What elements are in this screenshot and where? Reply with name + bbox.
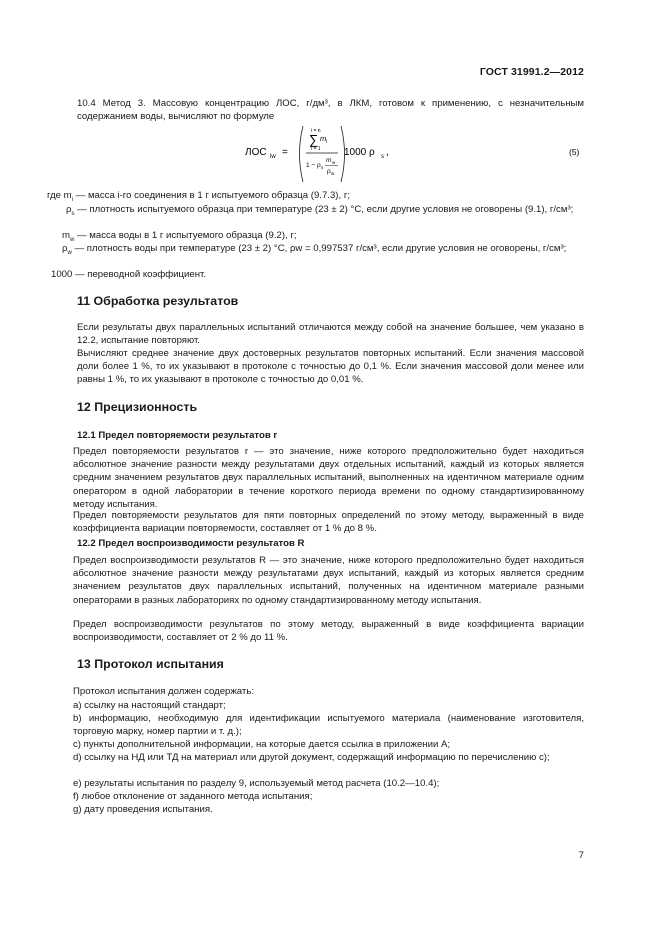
section-11-paragraph-1: Если результаты двух параллельных испытаний отличаются между собой на значение большее, чем указано в 12.2, испытание повторяют. xyxy=(77,322,584,347)
formula-multiplier: 1000 ρ xyxy=(344,147,375,158)
where-rho-s xyxy=(66,203,584,221)
where-text: — переводной коэффициент. xyxy=(75,269,207,280)
subsection-12-2-title: 12.2 Предел воспроизводимости результатов R xyxy=(77,538,305,549)
inner-denominator-sub: w xyxy=(331,171,335,176)
formula-5 xyxy=(245,124,585,184)
protocol-item-d: d) ссылку на НД или ТД на материал или другой документ, содержащий информацию по перечислению с); xyxy=(73,752,550,763)
document-code: ГОСТ 31991.2—2012 xyxy=(479,66,584,78)
where-symbol-sub: w xyxy=(67,249,72,256)
inner-numerator-sub: w xyxy=(332,160,336,165)
page-number: 7 xyxy=(578,850,584,861)
where-text: — масса воды в 1 г испытуемого образца (9.2), г; xyxy=(77,230,297,241)
formula-graphic xyxy=(245,124,585,184)
inner-denominator: ρ xyxy=(327,168,331,175)
where-symbol: где m xyxy=(47,190,72,201)
section-12-1-paragraph-1: Предел повторяемости результатов r — это значение, ниже которого предположительно будет находиться абсолютное значение разности между результатами двух отдельных испытаний, каждый из которых является средним значением результатов двух параллельных испытаний, выполненных на идентичном материале одним оператором в одной лаборатории в течение короткого периода времени по одному стандартизированному методу испытания. xyxy=(73,446,584,510)
section-11-paragraph-2: Вычисляют среднее значение двух достоверных результатов повторных испытаний. Если значения массовой доли более 1 %, то их указывают в протоколе с точностью до 0,1 %. Если значения массовой доли менее или равны 1 %, то их указывают в протоколе с точностью до 0,01 %. xyxy=(77,348,584,386)
formula-number: (5) xyxy=(569,147,580,157)
sum-variable-sub: i xyxy=(326,139,328,145)
section-13-title: 13 Протокол испытания xyxy=(77,657,224,671)
where-rho-w xyxy=(62,242,584,260)
where-text: — плотность испытуемого образца при температуре (23 ± 2) °С, если другие условия не оговорены (9.1), г/см³; xyxy=(77,204,574,215)
method-3-paragraph: 10.4 Метод 3. Массовую концентрацию ЛОС, г/дм³, в ЛКМ, готовом к применению, с незначительным содержанием воды, вычисляют по формуле xyxy=(77,98,584,123)
where-symbol: m xyxy=(62,230,70,241)
sum-sign: ∑ xyxy=(309,132,319,147)
protocol-item-g: g) дату проведения испытания. xyxy=(73,804,213,815)
left-bracket xyxy=(300,126,304,182)
sum-lower-limit: i = 1 xyxy=(311,146,321,152)
where-symbol-sub: s xyxy=(71,210,75,217)
protocol-item-f: f) любое отклонение от заданного метода испытания; xyxy=(73,791,313,802)
denominator-rho-s: ρ xyxy=(317,162,321,169)
protocol-item-c: c) пункты дополнительной информации, на которые дается ссылка в приложении А; xyxy=(73,739,451,750)
section-12-2-paragraph-1: Предел воспроизводимости результатов R — это значение, ниже которого предположительно будет находиться абсолютное значение разности между результатами двух испытаний, каждый из которых является средним значением результатов двух параллельных испытаний, полученных на идентичном материале разными операторами в разных лабораториях по одному стандартизированному методу испытания. xyxy=(73,555,584,606)
protocol-item-a: a) ссылку на настоящий стандарт; xyxy=(73,700,226,711)
sum-upper-limit: i = n xyxy=(311,128,321,134)
section-13-lead: Протокол испытания должен содержать: xyxy=(73,686,254,697)
inner-numerator: m xyxy=(326,157,332,164)
formula-lhs: ЛОС xyxy=(245,147,267,158)
where-text: — плотность воды при температуре (23 ± 2) °С, ρw = 0,997537 г/см³, если другие условия не оговорены, г/см³; xyxy=(74,243,567,254)
section-11-title: 11 Обработка результатов xyxy=(77,294,239,308)
formula-equals: = xyxy=(282,147,288,158)
subsection-12-1-title: 12.1 Предел повторяемости результатов r xyxy=(77,430,278,441)
denominator-rho-s-sub: s xyxy=(321,165,324,170)
where-1000 xyxy=(51,268,206,281)
formula-lhs-sub: lw xyxy=(270,154,276,160)
formula-multiplier-sub: s xyxy=(381,154,384,160)
denominator-one: 1 − xyxy=(306,162,316,169)
formula-comma: , xyxy=(386,147,389,158)
sum-variable: m xyxy=(320,134,327,143)
where-text: — масса i-го соединения в 1 г испытуемого образца (9.7.3), г; xyxy=(75,190,350,201)
section-12-2-paragraph-2: Предел воспроизводимости результатов по этому методу, выраженный в виде коэффициента вариации воспроизводимости, составляет от 2 % до 11 %. xyxy=(73,619,584,644)
where-symbol-sub: w xyxy=(70,236,75,243)
where-symbol: ρ xyxy=(66,204,72,215)
where-symbol: ρ xyxy=(62,243,68,254)
where-symbol-sub: i xyxy=(71,196,74,203)
section-12-1-paragraph-2: Предел повторяемости результатов для пяти повторных определений по этому методу, выраженный в виде коэффициента вариации повторяемости, составляет от 1 % до 8 %. xyxy=(73,510,584,535)
protocol-item-e: e) результаты испытания по разделу 9, используемый метод расчета (10.2—10.4); xyxy=(73,778,440,789)
where-symbol: 1000 xyxy=(51,269,73,280)
section-12-title: 12 Прецизионность xyxy=(77,400,198,414)
protocol-item-b: b) информацию, необходимую для идентификации испытуемого материала (наименование изготовителя, торговую марку, номер партии и т. д.); xyxy=(73,713,584,738)
